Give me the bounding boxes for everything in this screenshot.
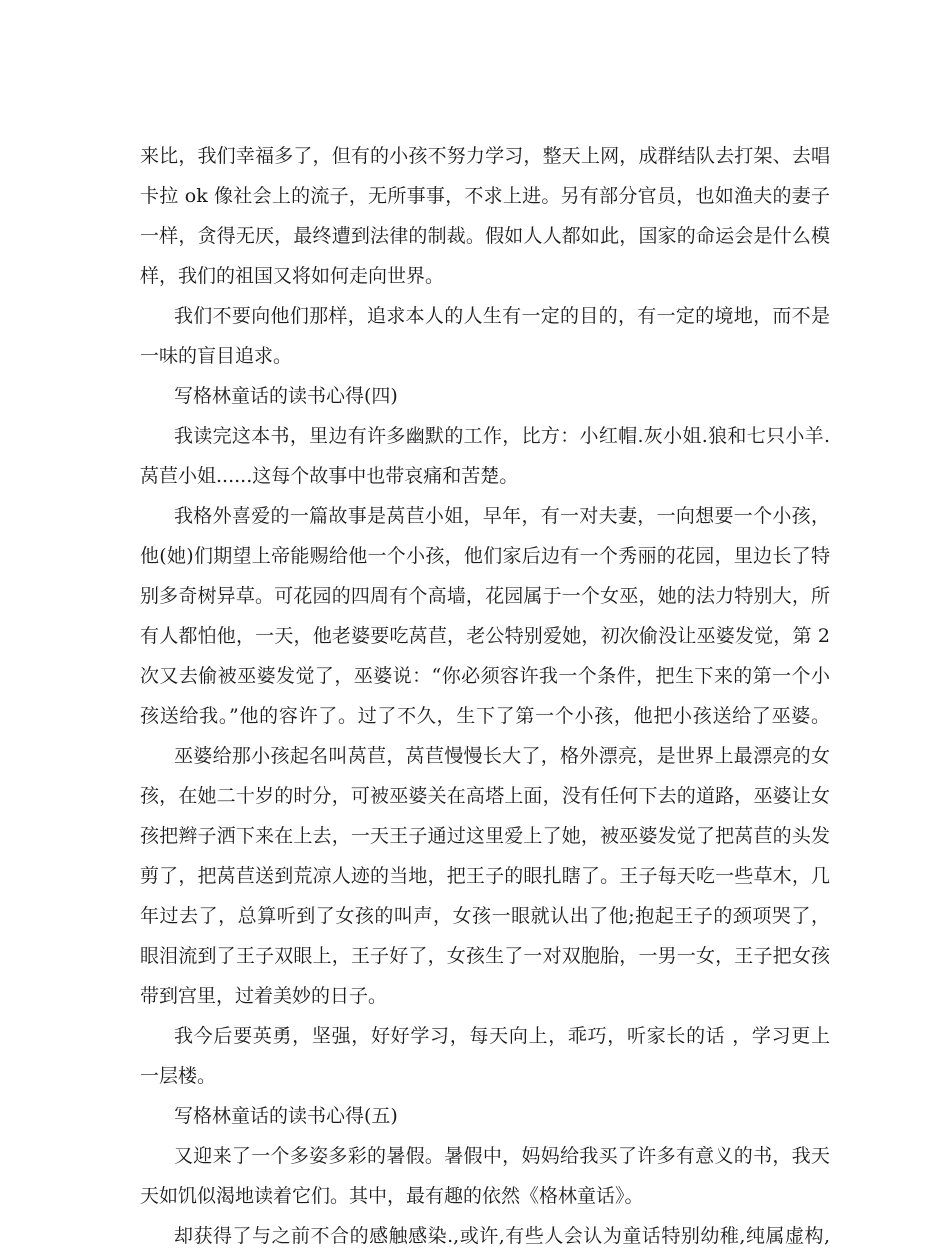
text-line: 却获得了与之前不合的感触感染.,或许,有些人会认为童话特别幼稚,纯属虚构, <box>174 1225 830 1247</box>
text-line: 我格外喜爱的一篇故事是莴苣小姐，早年，有一对夫妻，一向想要一个小孩， <box>174 505 830 527</box>
text-line: 巫婆给那小孩起名叫莴苣，莴苣慢慢长大了，格外漂亮，是世界上最漂亮的女 <box>174 745 830 767</box>
text-line: 一层楼。 <box>140 1065 217 1087</box>
section-heading: 写格林童话的读书心得(五) <box>174 1105 398 1127</box>
text-line: 孩送给我。”他的容许了。过了不久，生下了第一个小孩，他把小孩送给了巫婆。 <box>140 705 830 727</box>
text-line: 别多奇树异草。可花园的四周有个高墙，花园属于一个女巫，她的法力特别大，所 <box>140 585 830 607</box>
text-line: 一样，贪得无厌，最终遭到法律的制裁。假如人人都如此，国家的命运会是什么模 <box>140 225 830 247</box>
text-line: 我今后要英勇，坚强，好好学习，每天向上，乖巧，听家长的话 ，学习更上 <box>174 1025 830 1047</box>
document-body <box>140 136 830 1256</box>
text-line: 又迎来了一个多姿多彩的暑假。暑假中，妈妈给我买了许多有意义的书，我天 <box>174 1145 830 1167</box>
text-line: 眼泪流到了王子双眼上，王子好了，女孩生了一对双胞胎，一男一女，王子把女孩 <box>140 945 830 967</box>
text-line: 有人都怕他，一天，他老婆要吃莴苣，老公特别爱她，初次偷没让巫婆发觉，第 2 <box>140 625 830 647</box>
text-line: 年过去了，总算听到了女孩的叫声，女孩一眼就认出了他;抱起王子的颈项哭了， <box>140 905 830 927</box>
text-line: 卡拉 ok 像社会上的流子，无所事事，不求上进。另有部分官员，也如渔夫的妻子 <box>140 185 830 207</box>
text-line: 来比，我们幸福多了，但有的小孩不努力学习，整天上网，成群结队去打架、去唱 <box>140 145 830 167</box>
text-line: 我读完这本书，里边有许多幽默的工作，比方：小红帽.灰小姐.狼和七只小羊. <box>174 425 830 447</box>
text-line: 莴苣小姐......这每个故事中也带哀痛和苦楚。 <box>140 465 519 487</box>
text-line: 带到宫里，过着美妙的日子。 <box>140 985 388 1007</box>
text-line: 剪了，把莴苣送到荒凉人迹的当地，把王子的眼扎瞎了。王子每天吃一些草木，几 <box>140 865 830 887</box>
text-line: 样，我们的祖国又将如何走向世界。 <box>140 265 445 287</box>
text-line: 一味的盲目追求。 <box>140 345 293 367</box>
text-line: 次又去偷被巫婆发觉了，巫婆说：“你必须容许我一个条件，把生下来的第一个小 <box>140 665 830 687</box>
text-line: 天如饥似渴地读着它们。其中，最有趣的依然《格林童话》。 <box>140 1185 644 1207</box>
section-heading: 写格林童话的读书心得(四) <box>174 385 398 407</box>
text-line: 孩把辫子洒下来在上去，一天王子通过这里爱上了她，被巫婆发觉了把莴苣的头发 <box>140 825 830 847</box>
text-line: 孩，在她二十岁的时分，可被巫婆关在高塔上面，没有任何下去的道路，巫婆让女 <box>140 785 830 807</box>
text-line: 我们不要向他们那样，追求本人的人生有一定的目的，有一定的境地，而不是 <box>174 305 830 327</box>
text-line: 他(她)们期望上帝能赐给他一个小孩，他们家后边有一个秀丽的花园，里边长了特 <box>140 545 830 567</box>
